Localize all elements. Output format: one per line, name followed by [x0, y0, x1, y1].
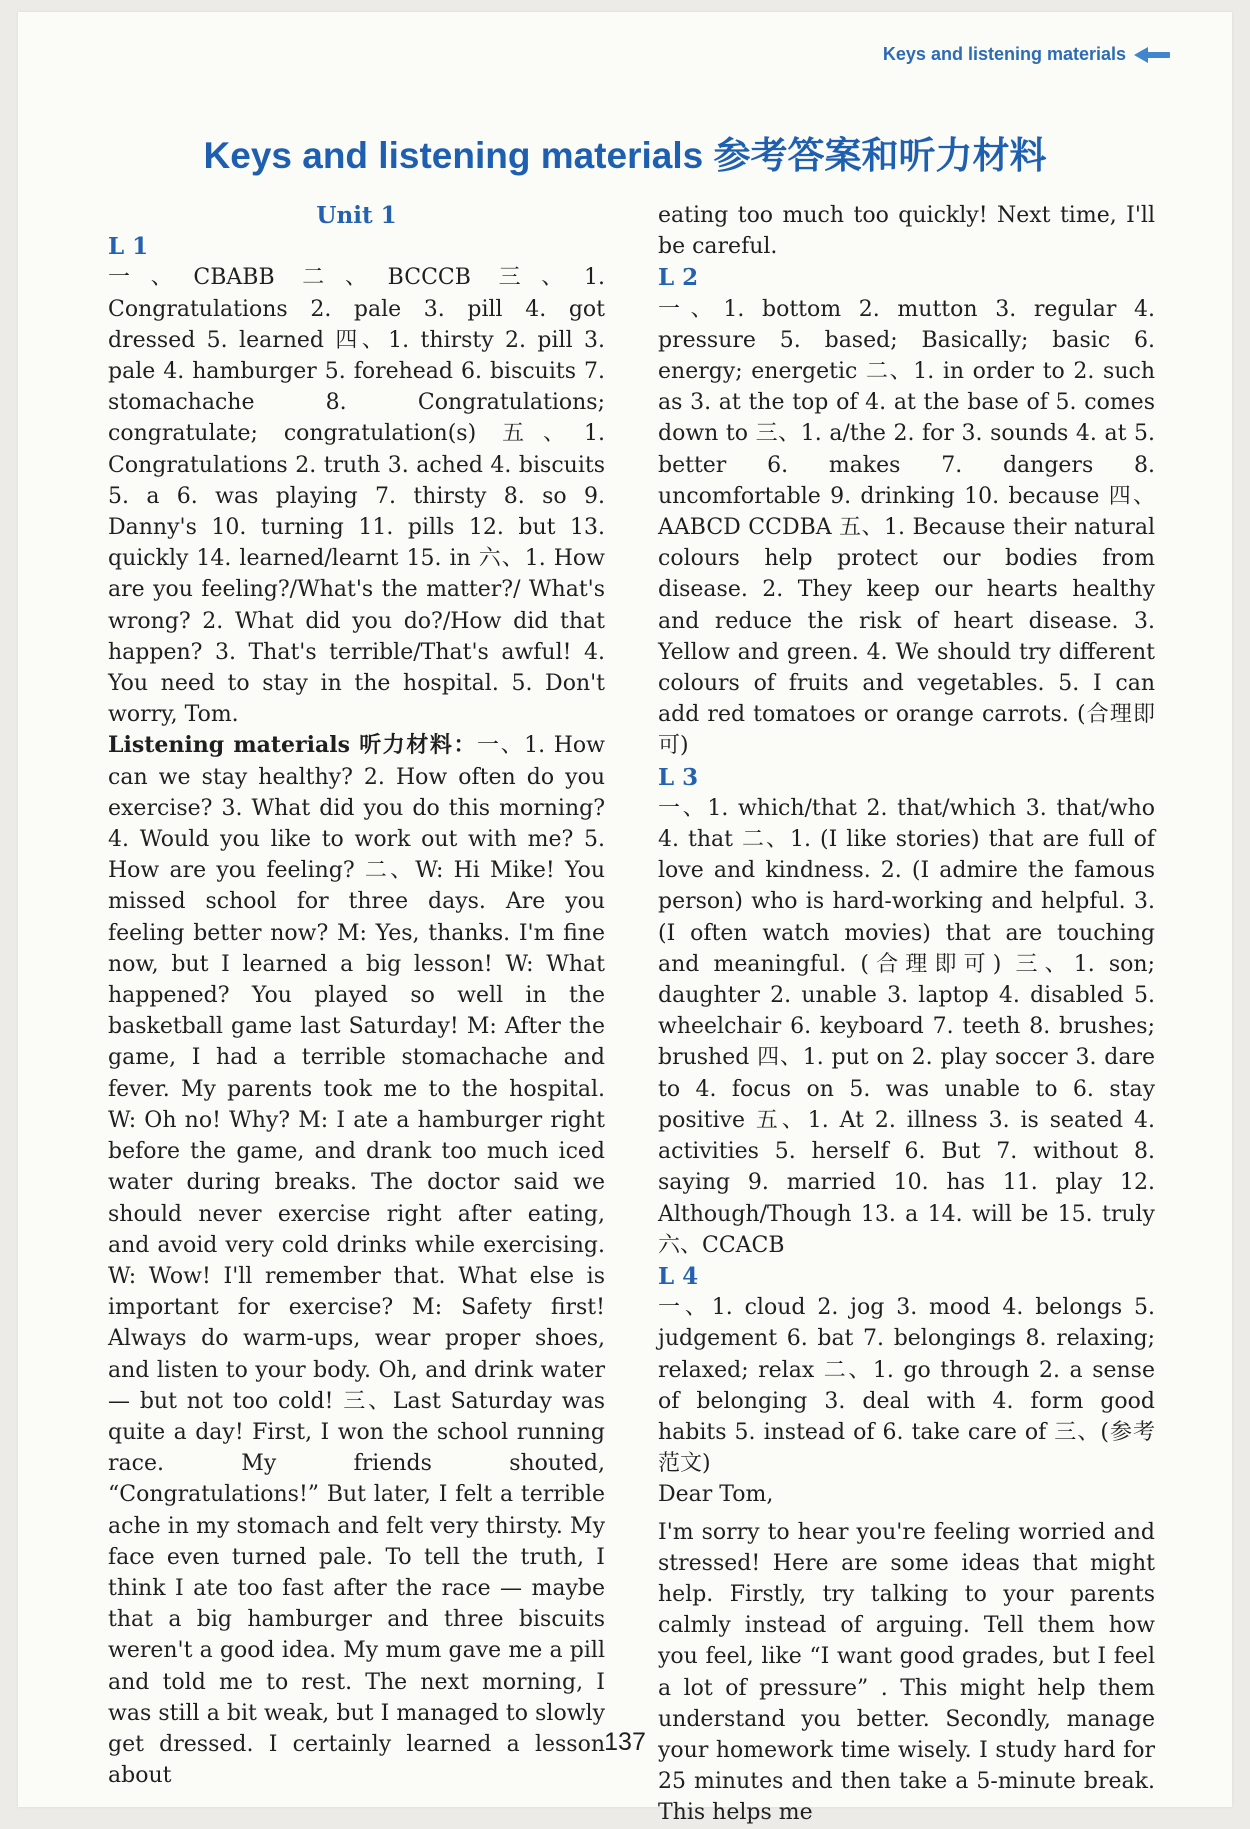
running-header	[883, 44, 1170, 65]
continuation-text: eating too much too quickly! Next time, I'll be careful.	[658, 203, 1155, 260]
unit-heading: Unit 1	[316, 202, 397, 229]
arrow-left-icon	[1134, 49, 1170, 61]
letter-body: I'm sorry to hear you're feeling worried and stressed! Here are some ideas that might help. Firstly, try talking to your parents calmly instead of arguing. Tell them how you feel, like “I want good grades, but I feel a lot of pressure” . This might help them understand you better. Secondly, manage your homework time wisely. I study hard for 25 minutes and then take a 5-minute break. This helps me	[658, 1519, 1155, 1826]
listening-materials	[108, 730, 605, 1791]
listening-materials-label: Listening materials 听力材料：	[108, 732, 478, 759]
page-title: Keys and listening materials 参考答案和听力材料	[203, 135, 1047, 176]
l4-answers: 一、1. cloud 2. jog 3. mood 4. belongs 5. judgement 6. bat 7. belongings 8. relaxing; relaxed; relax 二、1. go through 2. a sense of belonging 3. deal with 4. form good habits 5. instead of 6. take care of 三、(参考范文)	[658, 1295, 1155, 1477]
lesson-heading-l4: L 4	[658, 1262, 699, 1290]
lesson-heading-l3: L 3	[658, 763, 699, 791]
page-number: 137	[604, 1728, 646, 1756]
left-column	[108, 200, 605, 1791]
l2-answers: 一、1. bottom 2. mutton 3. regular 4. pressure 5. based; Basically; basic 6. energy; energetic 二、1. in order to 2. such as 3. at the top of 4. at the base of 5. comes down to 三、1. a/the 2. for 3. sounds 4. at 5. better 6. makes 7. dangers 8. uncomfortable 9. drinking 10. because 四、AABCD CCDBA 五、1. Because their natural colours help protect our bodies from disease. 2. They keep our hearts healthy and reduce the risk of heart disease. 3. Yellow and green. 4. We should try different colours of fruits and vegetables. 5. I can add red tomatoes or orange carrots. (合理即可)	[658, 296, 1155, 759]
l3-answers: 一、1. which/that 2. that/which 3. that/who 4. that 二、1. (I like stories) that are full of love and kindness. 2. (I admire the famous person) who is hard-working and helpful. 3. (I often watch movies) that are touching and meaningful. (合理即可) 三、1. son; daughter 2. unable 3. laptop 4. disabled 5. wheelchair 6. keyboard 7. teeth 8. brushes; brushed 四、1. put on 2. play soccer 3. dare to 4. focus on 5. was unable to 6. stay positive 五、1. At 2. illness 3. is seated 4. activities 5. herself 6. But 7. without 8. saying 9. married 10. has 11. play 12. Although/Though 13. a 14. will be 15. truly 六、CCACB	[658, 795, 1155, 1258]
running-title: Keys and listening materials	[882, 44, 1126, 64]
lesson-heading-l2: L 2	[658, 264, 699, 292]
listening-materials-text: 一、1. How can we stay healthy? 2. How often do you exercise? 3. What did you do this morning? 4. Would you like to work out with me? 5. How are you feeling? 二、W: Hi Mike! You missed school for three days. Are you feeling better now? M: Yes, thanks. I'm fine now, but I learned a big lesson! W: What happened? You played so well in the basketball game last Saturday! M: After the game, I had a terrible stomachache and fever. My parents took me to the hospital. W: Oh no! Why? M: I ate a hamburger right before the game, and drank too much iced water during breaks. The doctor said we should never exercise right after eating, and avoid very cold drinks while exercising. W: Wow! I'll remember that. What else is important for exercise? M: Safety first! Always do warm-ups, wear proper shoes, and listen to your body. Oh, and drink water — but not too cold! 三、Last Saturday was quite a day! First, I won the school running race. My friends shouted, “Congratulations!” But later, I felt a terrible ache in my stomach and felt very thirsty. My face even turned pale. To tell the truth, I think I ate too fast after the race — maybe that a big hamburger and three biscuits weren't a good idea. My mum gave me a pill and told me to rest. The next morning, I was still a bit weak, but I managed to slowly get dressed. I certainly learned a lesson about	[108, 733, 605, 1789]
letter-salutation: Dear Tom,	[658, 1482, 774, 1508]
l1-answers: 一、CBABB 二、BCCCB 三、1. Congratulations 2. pale 3. pill 4. got dressed 5. learned 四、1. thirsty 2. pill 3. pale 4. hamburger 5. forehead 6. biscuits 7. stomachache 8. Congratulations; congratulate; congratulation(s) 五、1. Congratulations 2. truth 3. ached 4. biscuits 5. a 6. was playing 7. thirsty 8. so 9. Danny's 10. turning 11. pills 12. but 13. quickly 14. learned/learnt 15. in 六、1. How are you feeling?/What's the matter?/ What's wrong? 2. What did you do?/How did that happen? 3. That's terrible/That's awful! 4. You need to stay in the hospital. 5. Don't worry, Tom.	[108, 265, 605, 728]
right-column	[658, 200, 1155, 1829]
lesson-heading-l1: L 1	[108, 233, 149, 261]
